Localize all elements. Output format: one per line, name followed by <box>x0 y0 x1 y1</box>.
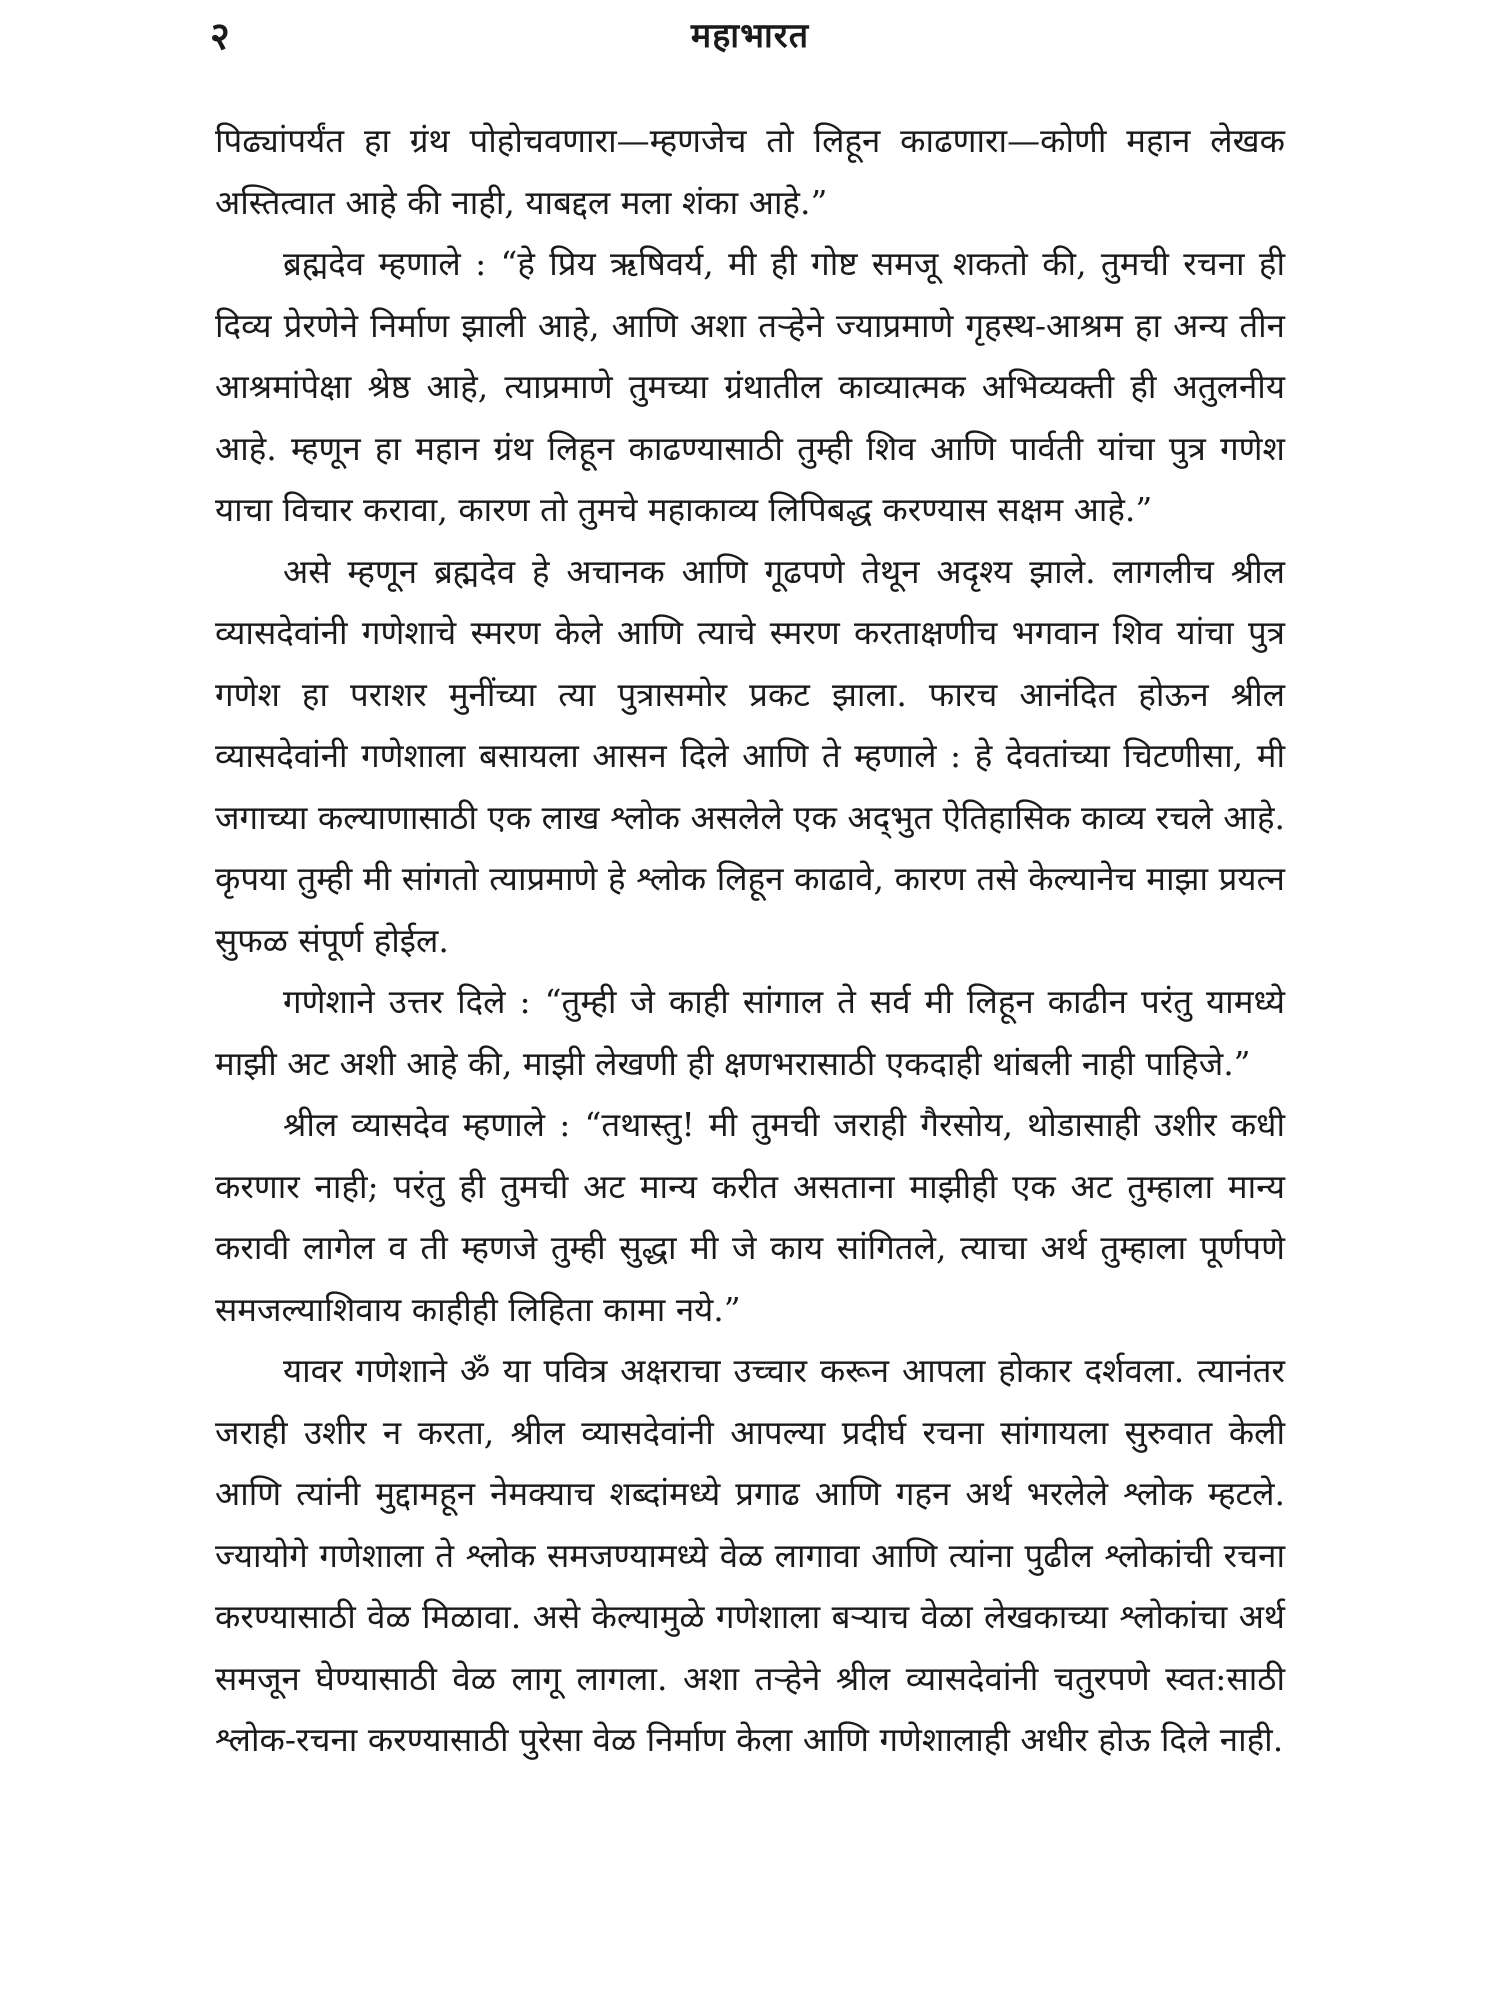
page-header <box>210 6 1290 66</box>
paragraph-1: पिढ्यांपर्यंत हा ग्रंथ पोहोचवणारा—म्हणजेच तो लिहून काढणारा—कोणी महान लेखक अस्तित्वात आहे की नाही, याबद्दल मला शंका आहे.” <box>215 121 1285 222</box>
paragraph-5: श्रील व्यासदेव म्हणाले : “तथास्तु! मी तुमची जराही गैरसोय, थोडासाही उशीर कधी करणार नाही; परंतु ही तुमची अट मान्य करीत असताना माझीही एक अट तुम्हाला मान्य करावी लागेल व ती म्हणजे तुम्ही सुद्धा मी जे काय सांगितले, त्याचा अर्थ तुम्हाला पूर्णपणे समजल्याशिवाय काहीही लिहिता कामा नये.” <box>215 1105 1285 1329</box>
paragraph-3: असे म्हणून ब्रह्मदेव हे अचानक आणि गूढपणे तेथून अदृश्य झाले. लागलीच श्रील व्यासदेवांनी गणेशाचे स्मरण केले आणि त्याचे स्मरण करताक्षणीच भगवान शिव यांचा पुत्र गणेश हा पराशर मुनींच्या त्या पुत्रासमोर प्रकट झाला. फारच आनंदित होऊन श्रील व्यासदेवांनी गणेशाला बसायला आसन दिले आणि ते म्हणाले : हे देवतांच्या चिटणीसा, मी जगाच्या कल्याणासाठी एक लाख श्लोक असलेले एक अद्‌भुत ऐतिहासिक काव्य रचले आहे. कृपया तुम्ही मी सांगतो त्याप्रमाणे हे श्लोक लिहून काढावे, कारण तसे केल्यानेच माझा प्रयत्न सुफळ संपूर्ण होईल. <box>215 551 1285 960</box>
paragraph-4: गणेशाने उत्तर दिले : “तुम्ही जे काही सांगाल ते सर्व मी लिहून काढीन परंतु यामध्ये माझी अट अशी आहे की, माझी लेखणी ही क्षणभरासाठी एकदाही थांबली नाही पाहिजे.” <box>215 982 1285 1083</box>
paragraph-2: ब्रह्मदेव म्हणाले : “हे प्रिय ऋषिवर्य, मी ही गोष्ट समजू शकतो की, तुमची रचना ही दिव्य प्रेरणेने निर्माण झाली आहे, आणि अशा तऱ्हेने ज्याप्रमाणे गृहस्थ-आश्रम हा अन्य तीन आश्रमांपेक्षा श्रेष्ठ आहे, त्याप्रमाणे तुमच्या ग्रंथातील काव्यात्मक अभिव्यक्ती ही अतुलनीय आहे. म्हणून हा महान ग्रंथ लिहून काढण्यासाठी तुम्ही शिव आणि पार्वती यांचा पुत्र गणेश याचा विचार करावा, कारण तो तुमचे महाकाव्य लिपिबद्ध करण्यास सक्षम आहे.” <box>215 244 1285 529</box>
body-text <box>215 110 1285 1771</box>
paragraph-6: यावर गणेशाने ॐ या पवित्र अक्षराचा उच्चार करून आपला होकार दर्शवला. त्यानंतर जराही उशीर न करता, श्रील व्यासदेवांनी आपल्या प्रदीर्घ रचना सांगायला सुरुवात केली आणि त्यांनी मुद्दामहून नेमक्याच शब्दांमध्ये प्रगाढ आणि गहन अर्थ भरलेले श्लोक म्हटले. ज्यायोगे गणेशाला ते श्लोक समजण्यामध्ये वेळ लागावा आणि त्यांना पुढील श्लोकांची रचना करण्यासाठी वेळ मिळावा. असे केल्यामुळे गणेशाला बऱ्याच वेळा लेखकाच्या श्लोकांचा अर्थ समजून घेण्यासाठी वेळ लागू लागला. अशा तऱ्हेने श्रील व्यासदेवांनी चतुरपणे स्वत:साठी श्लोक-रचना करण्यासाठी पुरेसा वेळ निर्माण केला आणि गणेशालाही अधीर होऊ दिले नाही. <box>215 1351 1285 1759</box>
page-number: २ <box>210 13 230 58</box>
running-title: महाभारत <box>690 16 810 56</box>
